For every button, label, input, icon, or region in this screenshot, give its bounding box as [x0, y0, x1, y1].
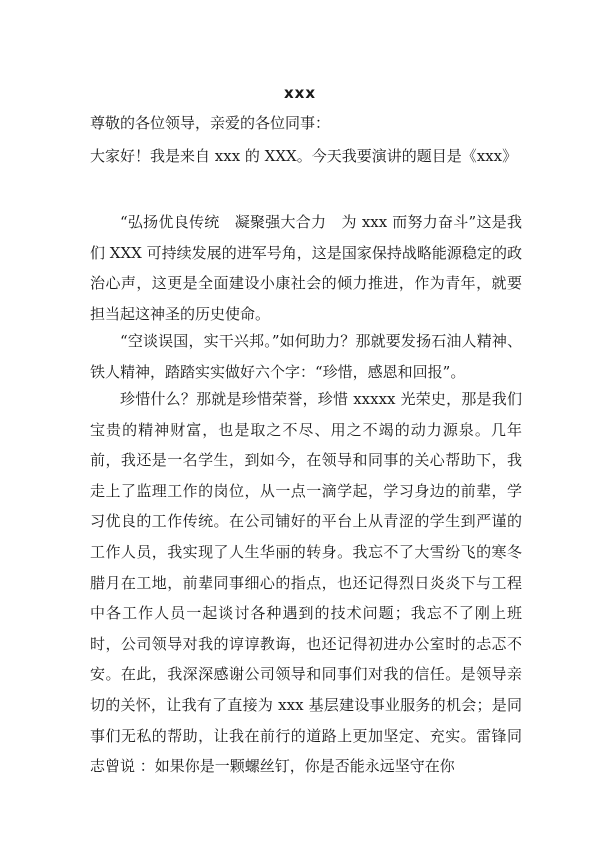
document-title: xxx [283, 84, 317, 102]
paragraph-action: “空谈误国，实干兴邦。”如何助力？那就要发扬石油人精神、铁人精神，踏踏实实做好六个字：“珍惜，感恩和回报”。 [90, 332, 522, 381]
salutation: 尊敬的各位领导，亲爱的各位同事： [90, 114, 331, 132]
paragraph-cherish: 珍惜什么？那就是珍惜荣誉，珍惜 xxxxx 光荣史，那是我们宝贵的精神财富，也是取之不尽、用之不竭的动力源泉。几年前，我还是一名学生，到如今，在领导和同事的关心帮助下，我走上了监理工作的岗位，从一点一滴学起，学习身边的前辈，学习优良的工作传统。在公司铺好的平台上从青涩的学生到严谨的工作人员，我实现了人生华丽的转身。我忘不了大雪纷飞的寒冬腊月在工地，前辈同事细心的指点，也还记得烈日炎炎下与工程中各工作人员一起谈讨各种遇到的技术问题；我忘不了刚上班时，公司领导对我的谆谆教诲，也还记得初进办公室时的忐忑不安。在此，我深深感谢公司领导和同事们对我的信任。是领导亲切的关怀，让我有了直接为 xxx 基层建设事业服务的机会；是同事们无私的帮助，让我在前行的道路上更加坚定、充实。雷锋同志曾说 ：如果你是一颗螺丝钉，你是否能永远坚守在你 [90, 390, 522, 776]
greeting-line: 大家好！我是来自 xxx 的 XXX。今天我要演讲的题目是《xxx》 [90, 147, 518, 165]
paragraph-slogan: “弘扬优良传统 凝聚强大合力 为 xxx 而努力奋斗”这是我们 XXX 可持续发展的进军号角，这是国家保持战略能源稳定的政治心声，这更是全面建设小康社会的倾力推进，作为青年，就要担当起这神圣的历史使命。 [90, 213, 522, 323]
